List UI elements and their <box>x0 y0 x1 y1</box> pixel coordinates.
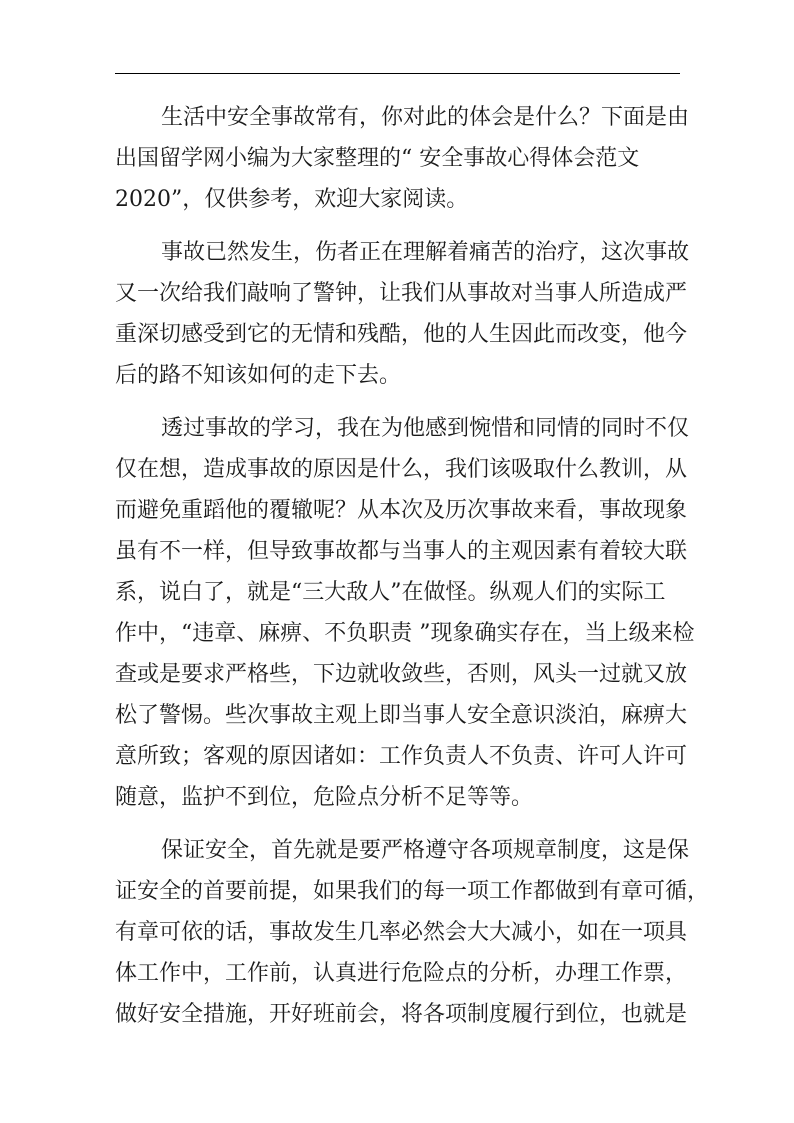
text-line: 做好安全措施，开好班前会，将各项制度履行到位，也就是 <box>115 1002 688 1027</box>
text-line: 重深切感受到它的无情和残酷，他的人生因此而改变，他今 <box>115 322 688 347</box>
text-line: 出国留学网小编为大家整理的“ 安全事故心得体会范文 <box>115 146 640 171</box>
text-line: 仅在想，造成事故的原因是什么，我们该吸取什么教训，从 <box>115 457 688 482</box>
document-body <box>115 97 710 1047</box>
text-line: 随意，监护不到位，危险点分析不足等等。 <box>115 785 534 810</box>
text-line: 又一次给我们敲响了警钟，让我们从事故对当事人所造成严 <box>115 281 688 306</box>
text-line: 事故已然发生，伤者正在理解着痛苦的治疗，这次事故 <box>161 240 690 265</box>
text-line: 体工作中，工作前，认真进行危险点的分析，办理工作票， <box>115 961 688 986</box>
paragraph-accident <box>115 232 690 396</box>
header-rule <box>115 73 680 74</box>
text-line: 虽有不一样，但导致事故都与当事人的主观因素有着较大联 <box>115 539 688 564</box>
text-line: 2020”，仅供参考，欢迎大家阅读。 <box>115 187 469 212</box>
text-line: 意所致；客观的原因诸如：工作负责人不负责、许可人许可 <box>115 744 688 769</box>
text-line: 作中，“违章、麻痹、不负职责 ”现象确实存在，当上级来检 <box>115 621 695 646</box>
text-line: 有章可依的话，事故发生几率必然会大大减小，如在一项具 <box>115 920 688 945</box>
paragraph-lessons <box>115 408 695 818</box>
text-line: 查或是要求严格些，下边就收敛些，否则，风头一过就又放 <box>115 662 688 687</box>
paragraph-intro <box>115 97 690 220</box>
text-line: 生活中安全事故常有，你对此的体会是什么？下面是由 <box>161 105 690 130</box>
text-line: 后的路不知该如何的走下去。 <box>115 363 402 388</box>
text-line: 透过事故的学习，我在为他感到惋惜和同情的同时不仅 <box>161 416 690 441</box>
text-line: 保证安全，首先就是要严格遵守各项规章制度，这是保 <box>161 838 690 863</box>
paragraph-safety <box>115 830 710 1035</box>
text-line: 系，说白了，就是“三大敌人”在做怪。纵观人们的实际工 <box>115 580 666 605</box>
text-line: 而避免重蹈他的覆辙呢？从本次及历次事故来看，事故现象 <box>115 498 688 523</box>
text-line: 证安全的首要前提，如果我们的每一项工作都做到有章可循， <box>115 879 710 904</box>
text-line: 松了警惕。些次事故主观上即当事人安全意识淡泊，麻痹大 <box>115 703 688 728</box>
